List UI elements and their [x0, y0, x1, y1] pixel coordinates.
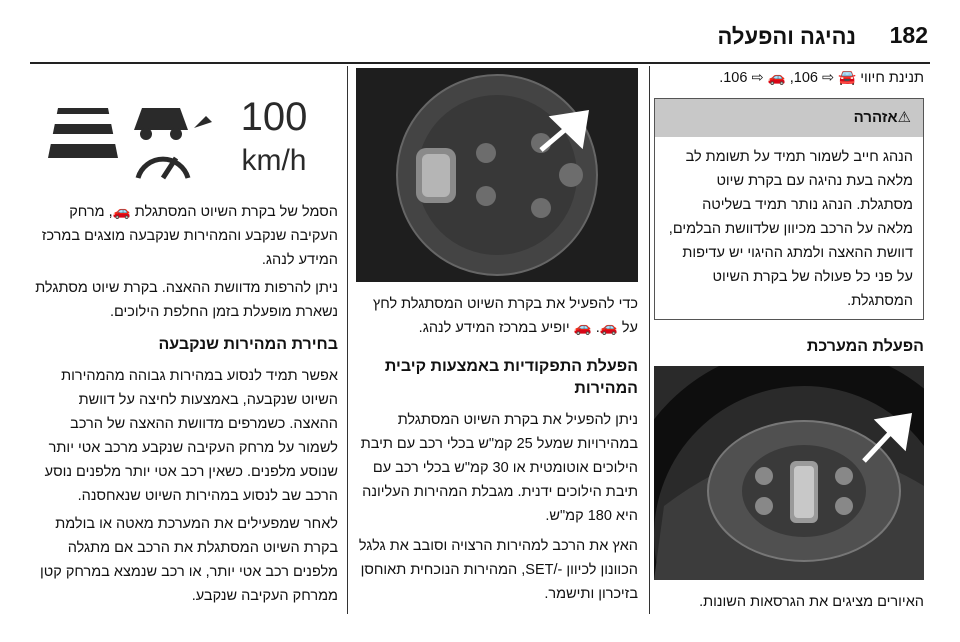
steering-wheel-figure-2: [356, 68, 638, 282]
warning-text: הנהג חייב לשמור תמיד על תשומת לב מלאה בעת נהיגה עם בקרת שיוט מסתגלת. הנהג נותר תמיד בשליטה מלאה על הרכב מכיוון שלדוושת הבלמים, דוושת ההאצה ולמתג ההיגוי יש עדיפות על פני כל פעולה של בקרת השיוט המסתגלת.: [668, 149, 913, 309]
column-left: [34, 62, 338, 608]
page-header: [0, 22, 960, 62]
figure-caption: האיורים מציגים את הגרסאות השונות.: [699, 594, 924, 610]
column-divider-right: [649, 66, 650, 614]
warning-box: [654, 98, 924, 320]
heading-activate-with-speed: הפעלת התפקודיות באמצעות קיבית המהירות: [384, 358, 638, 397]
paragraph-set-speed: האץ את הרכב למהירות הרצויה וסובב את גלגל הכוונון לכיוון -/SET, המהירות הנוכחית תאוחסן בזיכרון ותישמר.: [358, 538, 638, 602]
column-divider-left: [347, 66, 348, 614]
paragraph-higher-speed: אפשר תמיד לנסוע במהירות גבוהה מהמהירות השיוט שנקבעה, באמצעות לחיצה על דוושת ההאצה. כשמרפים מדוושת ההאצה של הרכב לשמור על מרחק העקיבה שנקבע מרכב אטי יותר שנוסע מלפנים. כשאין רכב אטי יותר מלפנים נוסע הרכב שב לנסוע במהירות השיוט שנאחסנה.: [44, 368, 338, 504]
warning-title: ⚠אזהרה: [655, 99, 923, 137]
page-number: 182: [889, 22, 928, 48]
display-speed: 100: [240, 95, 308, 139]
page-header-title: נהיגה והפעלה: [717, 24, 856, 49]
steering-wheel-illustration: [654, 366, 924, 580]
paragraph-release-pedal: ניתן להרפות מדוושת ההאצה. בקרת שיוט מסתגלת נשארת מופעלת בזמן החלפת הילוכים.: [35, 280, 338, 320]
navigation-line: תנינת חיווי 🚘 ⇨ 106, 🚗 ⇨ 106.: [719, 70, 924, 86]
column-right: [654, 62, 924, 614]
paragraph-display-info: הסמל של בקרת השיוט המסתגלת 🚗, מרחק העקיבה שנקבע והמהירות שנקבעה מוצגים במרכז המידע לנהג.: [41, 204, 338, 268]
column-middle: [356, 62, 638, 606]
section-heading-system-activation: הפעלת המערכת: [806, 338, 924, 355]
cruise-display-illustration: [34, 78, 338, 198]
car-icon: [134, 108, 188, 130]
display-unit: km/h: [241, 144, 307, 177]
paragraph-activate: כדי להפעיל את בקרת השיוט המסתגלת לחץ על 🚗. 🚗 יופיע במרכז המידע לנהג.: [372, 296, 638, 336]
heading-selected-speed: בחירת המהירות שנקבעה: [158, 336, 338, 353]
arrow-icon: [194, 116, 212, 128]
instrument-display-figure: [34, 78, 338, 198]
paragraph-system-braking: לאחר שמפעילים את המערכת מאטה או בולמת בקרת השיוט המסתגלת את הרכב אם מתגלה מלפנים רכב אטי יותר, או רכב שנמצא במרחק קטן ממרחק העקיבה שנקבע.: [40, 516, 338, 604]
paragraph-speed-limits: ניתן להפעיל את בקרת השיוט המסתגלת במהירויות שמעל 25 קמ"ש בכלי רכב עם תיבת הילוכים אוטומטית או 30 קמ"ש בכלי רכב עם תיבת הילוכים ידנית. מגבלת המהירות העליונה היא 180 קמ"ש.: [360, 412, 638, 524]
steering-wheel-controls-illustration: [356, 68, 638, 282]
steering-wheel-figure-1: [654, 366, 924, 580]
